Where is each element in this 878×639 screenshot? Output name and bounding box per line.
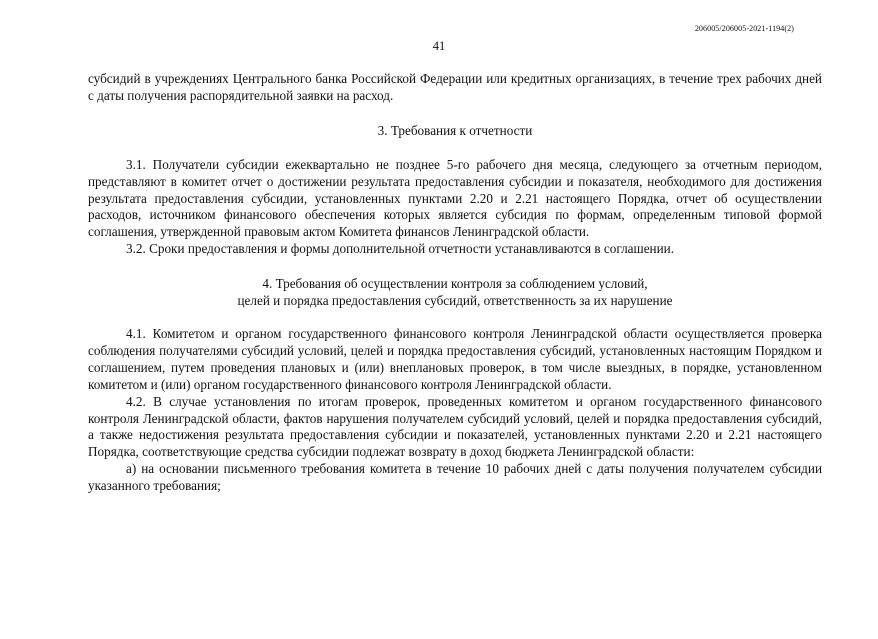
paragraph-4-2-a: а) на основании письменного требования комитета в течение 10 рабочих дней с даты получения получателем субсидии указанного требования; <box>88 461 822 494</box>
section-4-heading <box>88 276 822 310</box>
paragraph-continuation: субсидий в учреждениях Центрального банка Российской Федерации или кредитных организациях, в течение трех рабочих дней с даты получения распорядительной заявки на расход. <box>88 71 822 103</box>
document-body <box>88 71 822 495</box>
paragraph-3-1: 3.1. Получатели субсидии ежеквартально не позднее 5-го рабочего дня месяца, следующего за отчетным периодом, представляют в комитет отчет о достижении результата предоставления субсидии и показателя, необходимого для достижения результата предоставления субсидии, установленных пунктами 2.20 и 2.21 настоящего Порядка, отчет об осуществлении расходов, источником финансового обеспечения которых является субсидия по формам, определенным типовой формой соглашения, утвержденной правовым актом Комитета финансов Ленинградской области. <box>88 156 822 240</box>
document-id: 206005/206005-2021-1194(2) <box>694 24 794 33</box>
section-3-heading: 3. Требования к отчетности <box>377 122 533 138</box>
paragraph-3-2: 3.2. Сроки предоставления и формы дополнительной отчетности устанавливаются в соглашении. <box>126 241 675 257</box>
paragraph-4-1: 4.1. Комитетом и органом государственного финансового контроля Ленинградской области осуществляется проверка соблюдения получателями субсидий условий, целей и порядка предоставления субсидий, установленных настоящим Порядком и соглашением, путем проведения плановых и (или) внеплановых проверок, в том числе выездных, в порядке, установленном комитетом и (или) органом государственного финансового контроля Ленинградской области. <box>88 325 822 392</box>
paragraph-4-2: 4.2. В случае установления по итогам проверок, проведенных комитетом и органом государственного финансового контроля Ленинградской области, фактов нарушения получателем субсидий условий, целей и порядка предоставления субсидий, а также недостижения результата предоставления субсидии и показателей, установленных пунктами 2.20 и 2.21 настоящего Порядка, соответствующие средства субсидии подлежат возврату в доход бюджета Ленинградской области: <box>88 393 822 460</box>
section-4-heading-line-2: целей и порядка предоставления субсидий, ответственность за их нарушение <box>237 293 673 309</box>
page-number: 41 <box>432 39 446 53</box>
section-4-heading-line-1: 4. Требования об осуществлении контроля за соблюдением условий, <box>262 276 648 292</box>
